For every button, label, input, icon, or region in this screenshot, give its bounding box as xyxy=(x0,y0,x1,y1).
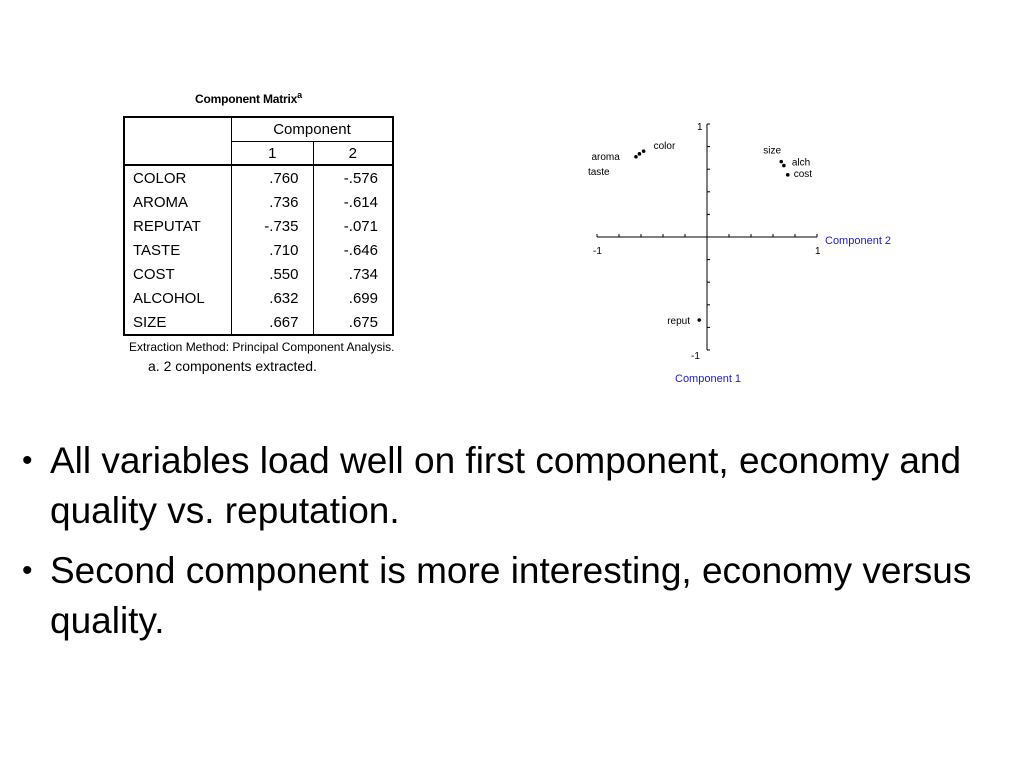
point-label-aroma: aroma xyxy=(591,151,620,163)
cell-component-1: -.735 xyxy=(232,214,314,238)
row-label: REPUTAT xyxy=(124,214,232,238)
point-aroma xyxy=(638,152,642,156)
table-row xyxy=(124,190,393,214)
y-tick-label-max: 1 xyxy=(697,122,703,133)
cell-component-1: .710 xyxy=(232,238,314,262)
y-tick-label-min: -1 xyxy=(691,351,700,362)
table-row xyxy=(124,310,393,335)
row-label: ALCOHOL xyxy=(124,286,232,310)
component-matrix xyxy=(120,88,450,374)
header-blank-lower xyxy=(124,142,232,166)
point-label-taste: taste xyxy=(587,166,610,178)
row-label: AROMA xyxy=(124,190,232,214)
x-tick-label-min: -1 xyxy=(593,246,602,257)
header-col-1: 1 xyxy=(232,142,314,166)
cell-component-1: .550 xyxy=(232,262,314,286)
cell-component-1: .736 xyxy=(232,190,314,214)
plot-points xyxy=(588,141,812,327)
cell-component-2: -.646 xyxy=(313,238,393,262)
row-label: SIZE xyxy=(124,310,232,335)
bullet-item xyxy=(22,546,982,646)
row-label: COLOR xyxy=(124,165,232,190)
cell-component-2: -.576 xyxy=(313,165,393,190)
cell-component-2: .734 xyxy=(313,262,393,286)
bullet-text: All variables load well on first component, economy and quality vs. reputation. xyxy=(50,440,962,531)
cell-component-1: .760 xyxy=(232,165,314,190)
cell-component-2: -.071 xyxy=(313,214,393,238)
bullet-list xyxy=(22,436,982,656)
cell-component-1: .632 xyxy=(232,286,314,310)
point-label-color: color xyxy=(653,141,676,153)
matrix-table xyxy=(123,116,394,336)
table-row xyxy=(124,165,393,190)
table-row xyxy=(124,238,393,262)
component-plot xyxy=(585,110,905,400)
matrix-title-text: Component Matrix xyxy=(195,92,298,106)
x-axis-title: Component 2 xyxy=(825,235,892,247)
header-col-2: 2 xyxy=(313,142,393,166)
point-label-reput: reput xyxy=(667,316,690,328)
point-color xyxy=(642,149,646,153)
point-label-cost: cost xyxy=(793,168,813,180)
bullet-dot-icon: • xyxy=(22,444,33,477)
point-label-alch: alch xyxy=(791,157,811,169)
table-row xyxy=(124,286,393,310)
extraction-method-note: Extraction Method: Principal Component Analysis. xyxy=(129,340,395,354)
header-blank xyxy=(124,117,232,142)
matrix-title xyxy=(195,90,302,106)
point-cost xyxy=(786,173,790,177)
bullet-dot-icon: • xyxy=(22,554,33,587)
header-component: Component xyxy=(232,117,394,142)
cell-component-1: .667 xyxy=(232,310,314,335)
plot-axes xyxy=(597,124,817,350)
point-reput xyxy=(697,318,701,322)
component-plot-svg xyxy=(585,110,905,400)
row-label: COST xyxy=(124,262,232,286)
table-row xyxy=(124,214,393,238)
y-axis-title: Component 1 xyxy=(675,373,742,385)
cell-component-2: .699 xyxy=(313,286,393,310)
cell-component-2: -.614 xyxy=(313,190,393,214)
x-tick-label-max: 1 xyxy=(815,246,821,257)
matrix-title-footnote-marker: a xyxy=(297,90,302,100)
bullet-text: Second component is more interesting, economy versus quality. xyxy=(50,550,972,641)
point-label-size: size xyxy=(763,145,782,157)
components-extracted-note: a. 2 components extracted. xyxy=(148,358,317,374)
table-row xyxy=(124,262,393,286)
row-label: TASTE xyxy=(124,238,232,262)
cell-component-2: .675 xyxy=(313,310,393,335)
point-size xyxy=(779,160,783,164)
point-alch xyxy=(782,164,786,168)
bullet-item xyxy=(22,436,982,536)
point-taste xyxy=(634,155,638,159)
